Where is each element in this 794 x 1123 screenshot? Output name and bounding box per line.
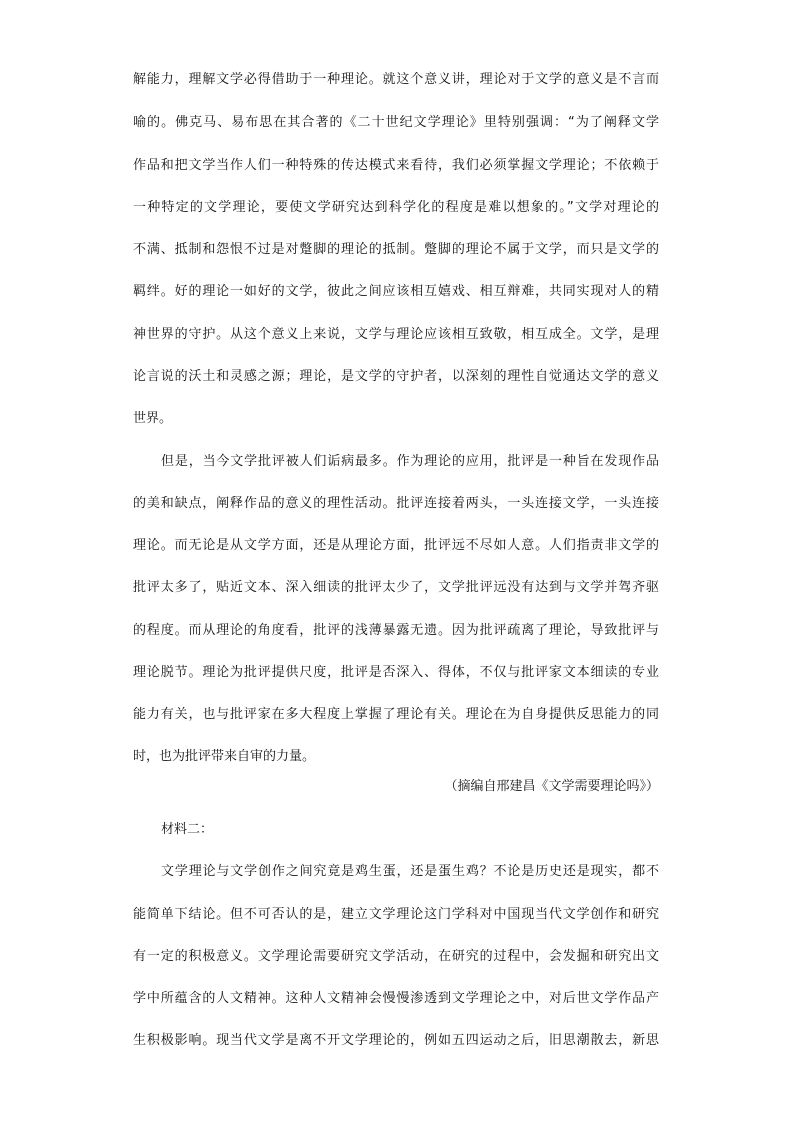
- paragraph-line: 文学理论与文学创作之间究竟是鸡生蛋，还是蛋生鸡？不论是历史还是现实，都不: [161, 864, 659, 879]
- paragraph-line: 学中所蕴含的人文精神。这种人文精神会慢慢渗透到文学理论之中，对后世文学作品产: [133, 991, 659, 1006]
- paragraph-line: 能简单下结论。但不可否认的是，建立文学理论这门学科对中国现当代文学创作和研究: [133, 907, 659, 922]
- paragraph-line: 有一定的积极意义。文学理论需要研究文学活动，在研究的过程中，会发掘和研究出文: [133, 949, 659, 964]
- paragraph-line: 但是，当今文学批评被人们诟病最多。作为理论的应用，批评是一种旨在发现作品: [161, 454, 659, 469]
- paragraph-line: 时，也为批评带来自审的力量。: [133, 749, 316, 764]
- paragraph-line: 的程度。而从理论的角度看，批评的浅薄暴露无遗。因为批评疏离了理论，导致批评与: [133, 623, 659, 638]
- source-citation: （摘编自邢建昌《文学需要理论吗》）: [444, 779, 659, 794]
- paragraph-line: 神世界的守护。从这个意义上来说，文学与理论应该相互致敬，相互成全。文学，是理: [133, 327, 659, 342]
- paragraph-line: 能力有关，也与批评家在多大程度上掌握了理论有关。理论在为自身提供反思能力的同: [133, 707, 659, 722]
- paragraph-line: 批评太多了，贴近文本、深入细读的批评太少了，文学批评远没有达到与文学并驾齐驱: [133, 580, 659, 595]
- paragraph-line: 的美和缺点，阐释作品的意义的理性活动。批评连接着两头，一头连接文学，一头连接: [133, 496, 659, 511]
- paragraph-line: 羁绊。好的理论一如好的文学，彼此之间应该相互嬉戏、相互辩难，共同实现对人的精: [133, 284, 659, 299]
- paragraph-line: 解能力，理解文学必得借助于一种理论。就这个意义讲，理论对于文学的意义是不言而: [133, 72, 659, 87]
- paragraph-line: 理论。而无论是从文学方面，还是从理论方面，批评远不尽如人意。人们指责非文学的: [133, 538, 659, 553]
- paragraph-line: 生积极影响。现当代文学是离不开文学理论的，例如五四运动之后，旧思潮散去，新思: [133, 1033, 659, 1048]
- paragraph-line: 不满、抵制和怨恨不过是对蹩脚的理论的抵制。蹩脚的理论不属于文学，而只是文学的: [133, 242, 659, 257]
- paragraph-line: 论言说的沃土和灵感之源；理论，是文学的守护者，以深刻的理性自觉通达文学的意义: [133, 369, 659, 384]
- paragraph-line: 一种特定的文学理论，要使文学研究达到科学化的程度是难以想象的。”文学对理论的: [133, 200, 659, 215]
- paragraph-line: 理论脱节。理论为批评提供尺度，批评是否深入、得体，不仅与批评家文本细读的专业: [133, 665, 659, 680]
- paragraph-line: 作品和把文学当作人们一种特殊的传达模式来看待，我们必须掌握文学理论；不依赖于: [133, 158, 659, 173]
- material-label: 材料二：: [161, 822, 214, 837]
- paragraph-line: 喻的。佛克马、易布思在其合著的《二十世纪文学理论》里特别强调：“为了阐释文学: [133, 115, 659, 130]
- paragraph-line: 世界。: [133, 411, 173, 426]
